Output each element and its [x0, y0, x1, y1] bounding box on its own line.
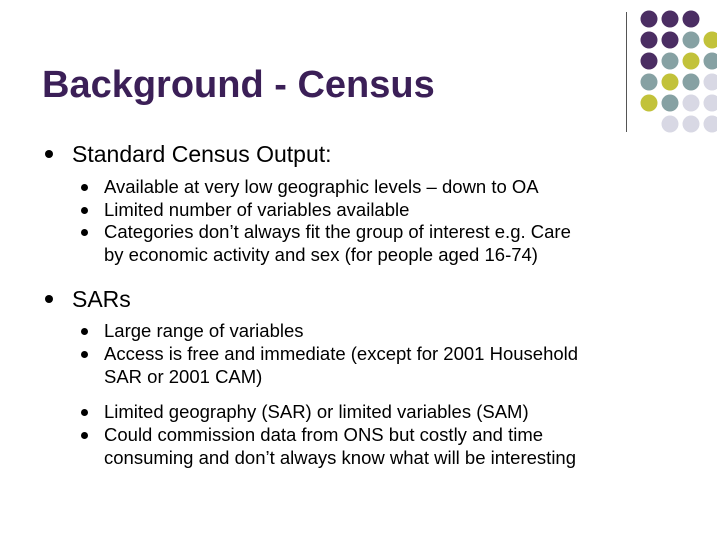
sub-bullet-marker — [81, 409, 88, 416]
sub-bullet-text: Available at very low geographic levels – down to OA — [104, 176, 539, 197]
sub-bullet-marker — [81, 229, 88, 236]
bullet-marker — [45, 295, 53, 303]
decorative-dot — [683, 74, 700, 91]
sub-bullet-text-continued: by economic activity and sex (for people aged 16-74) — [104, 244, 538, 265]
decorative-dot — [683, 32, 700, 49]
sub-bullet-text: Could commission data from ONS but costly and time — [104, 424, 544, 445]
decorative-dot — [662, 74, 679, 91]
sub-bullet-text-continued: SAR or 2001 CAM) — [104, 366, 263, 387]
divider-line — [626, 12, 627, 132]
sub-bullet-text: Limited geography (SAR) or limited variables (SAM) — [104, 401, 529, 422]
decorative-dot — [641, 32, 658, 49]
decorative-dot — [683, 53, 700, 70]
sub-bullet-text: Access is free and immediate (except for 2001 Household — [104, 343, 579, 364]
sub-bullet-text-continued: consuming and don’t always know what will be interesting — [104, 447, 577, 468]
decorative-dot — [641, 95, 658, 112]
decorative-dot — [704, 116, 718, 133]
decorative-dot — [683, 116, 700, 133]
sub-bullet-marker — [81, 184, 88, 191]
slide-title: Background - Census — [42, 64, 435, 106]
sub-bullet-marker — [81, 351, 88, 358]
sub-bullet-marker — [81, 432, 88, 439]
sub-bullet-text: Limited number of variables available — [104, 199, 410, 220]
sub-bullet-marker — [81, 328, 88, 335]
decorative-dot — [704, 53, 718, 70]
decorative-dot — [662, 95, 679, 112]
decorative-dot — [641, 11, 658, 28]
decorative-dot — [704, 95, 718, 112]
decorative-dot — [641, 74, 658, 91]
bullet-marker — [45, 150, 53, 158]
bullet-census-output: Standard Census Output: — [72, 141, 332, 167]
decorative-dot — [662, 53, 679, 70]
decorative-dot — [662, 11, 679, 28]
decorative-dot — [704, 74, 718, 91]
sub-bullet-marker — [81, 207, 88, 214]
sub-bullet-text: Large range of variables — [104, 320, 304, 341]
decorative-dot — [641, 53, 658, 70]
decorative-dot — [662, 116, 679, 133]
decorative-dot — [683, 11, 700, 28]
decorative-dot — [683, 95, 700, 112]
decorative-dot — [662, 32, 679, 49]
sub-bullet-text: Categories don’t always fit the group of interest e.g. Care — [104, 221, 571, 242]
decorative-dot — [704, 32, 718, 49]
decorative-dot-grid — [639, 9, 717, 135]
bullet-sars: SARs — [72, 286, 131, 312]
